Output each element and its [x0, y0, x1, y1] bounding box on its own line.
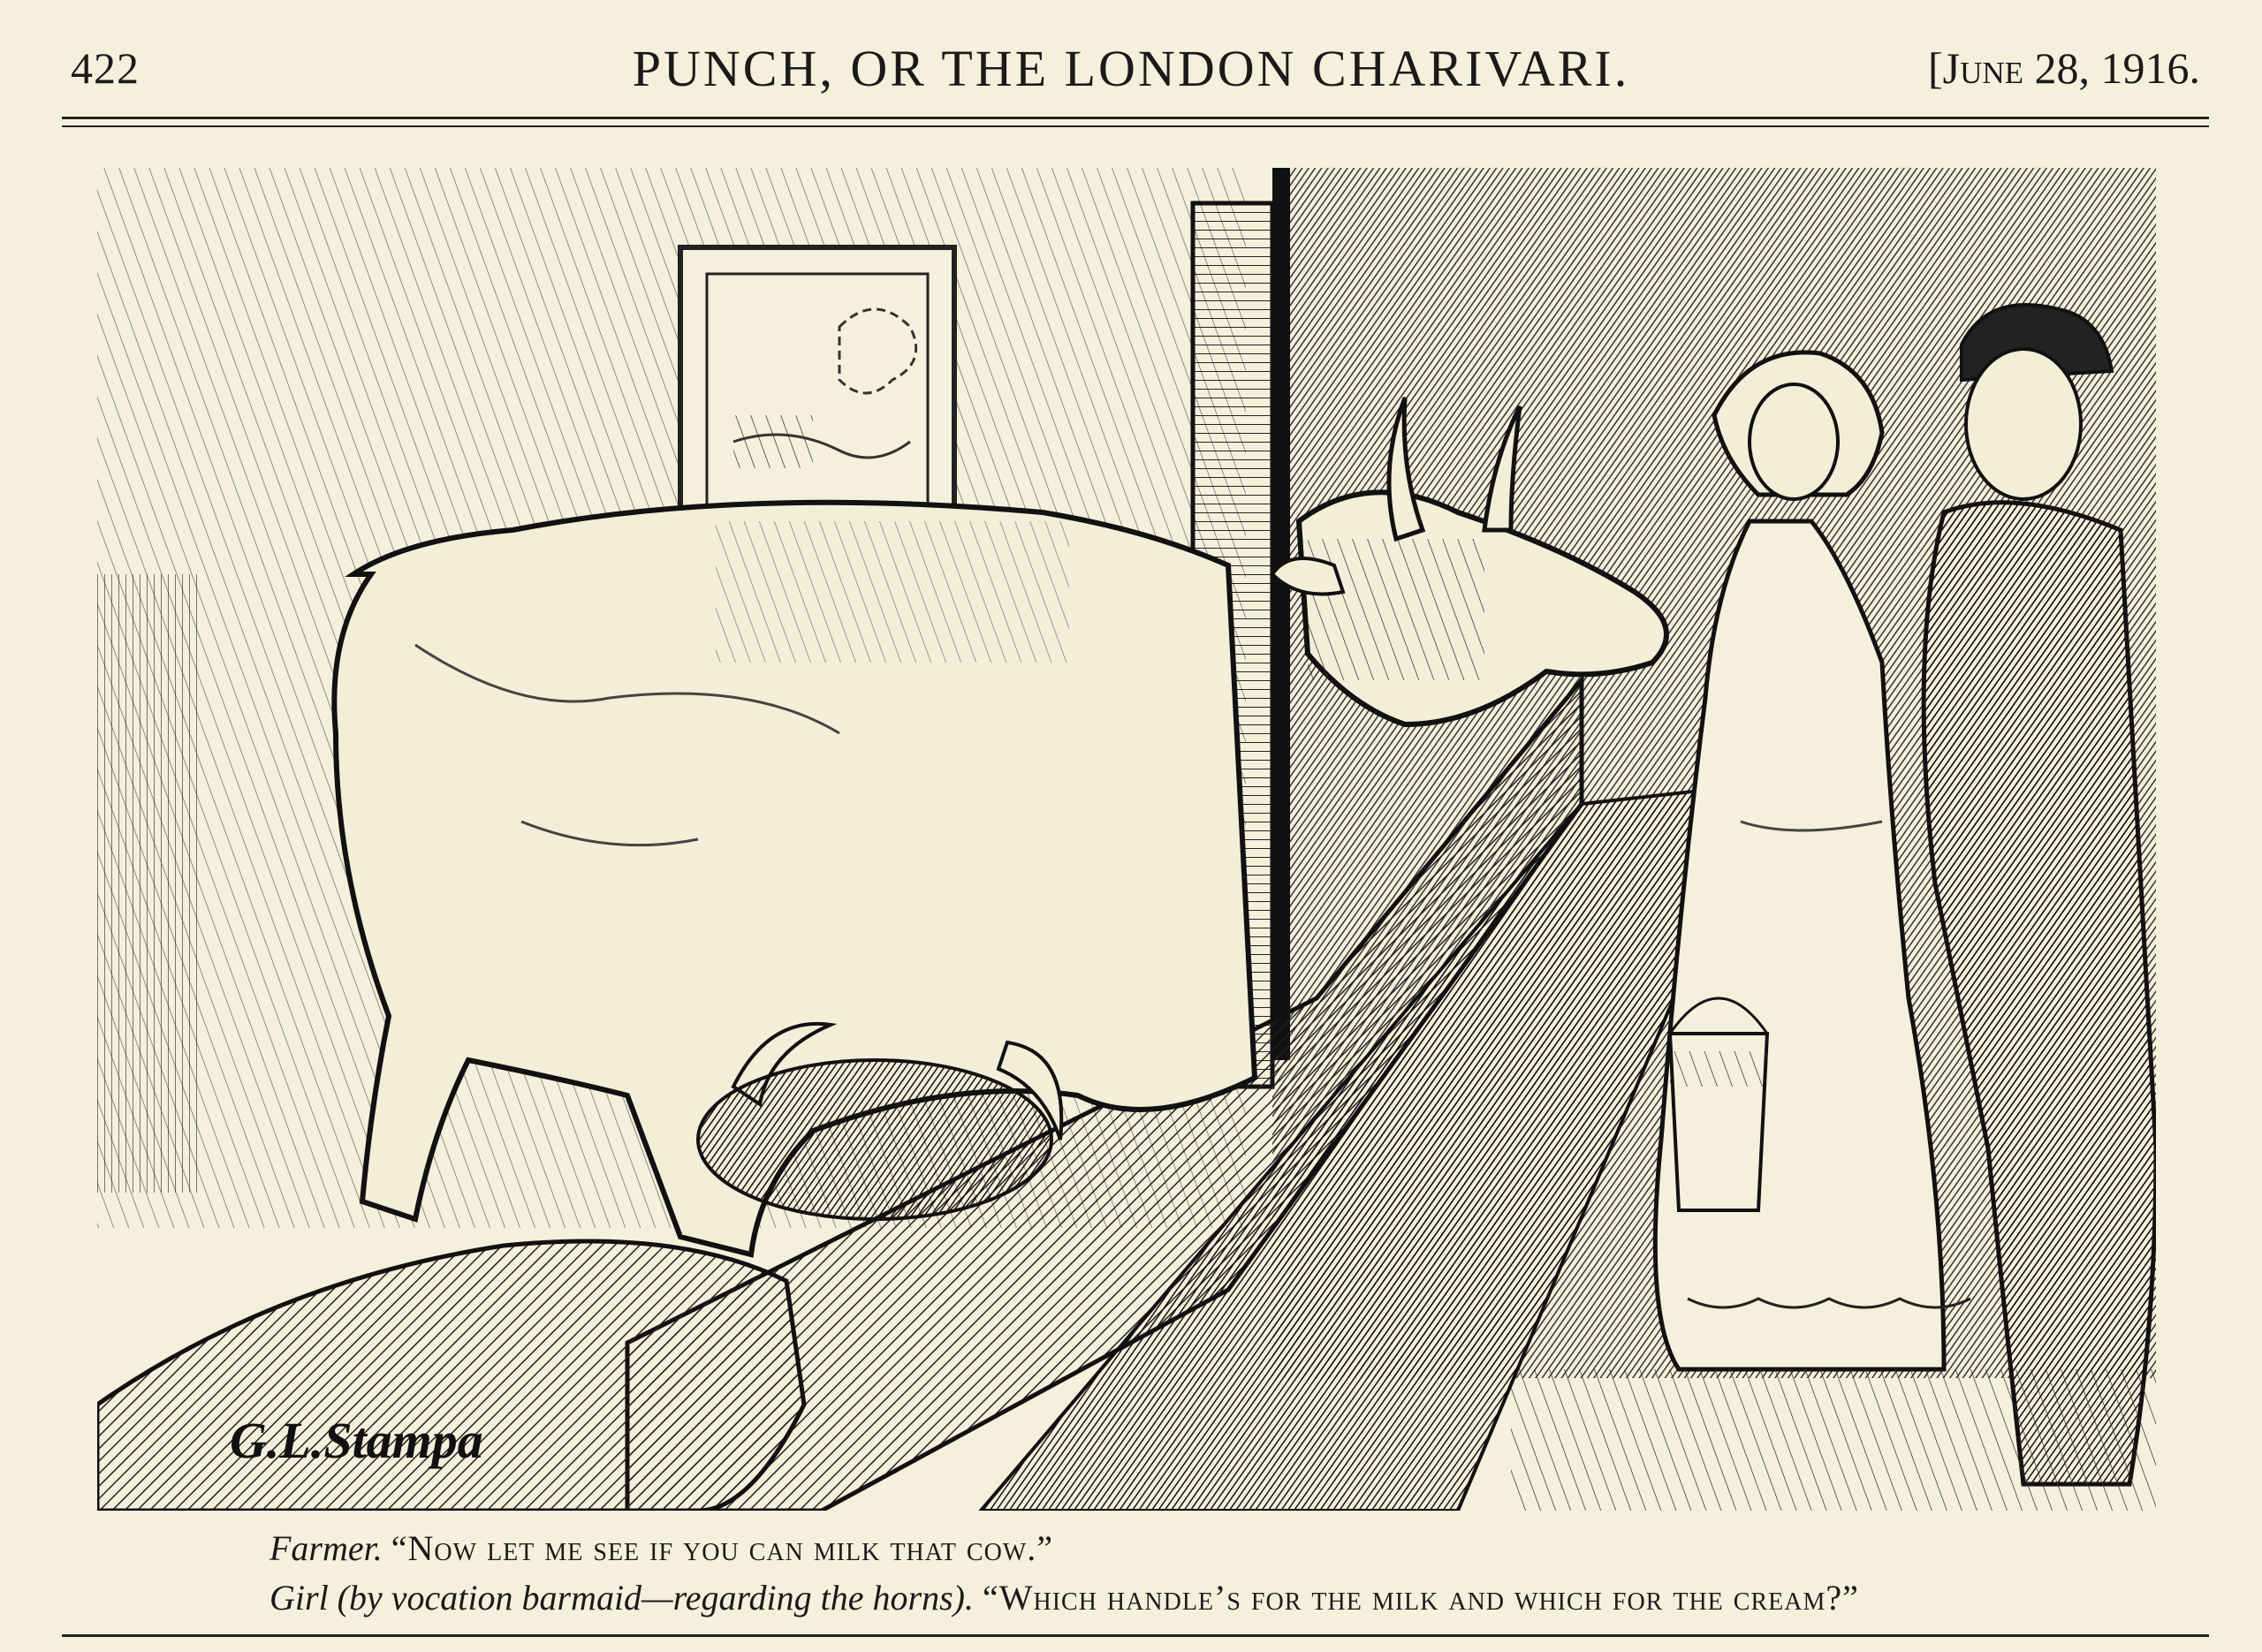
- caption-line-farmer: [269, 1524, 2213, 1573]
- cartoon-caption: [269, 1524, 2213, 1623]
- page-bottom-rule: [62, 1634, 2209, 1637]
- caption-quote-girl: “Which handle’s for the milk and which for the cream?”: [982, 1578, 1859, 1618]
- caption-speaker-farmer: Farmer.: [269, 1528, 383, 1568]
- page-number: 422: [71, 43, 140, 93]
- masthead-rule-top: [62, 117, 2209, 119]
- caption-line-girl: [269, 1573, 2213, 1623]
- date-bracket: [: [1927, 43, 1943, 93]
- masthead: [62, 35, 2200, 106]
- barn-floor: [1511, 1369, 2156, 1511]
- date-text: June 28, 1916.: [1942, 43, 2200, 93]
- caption-quote-farmer: “Now let me see if you can milk that cow.”: [391, 1528, 1054, 1568]
- artist-signature: G.L.Stampa: [230, 1412, 483, 1469]
- publication-title: PUNCH, OR THE LONDON CHARIVARI.: [632, 40, 1630, 97]
- issue-date: [1928, 42, 2200, 94]
- cartoon-illustration: [97, 150, 2156, 1511]
- masthead-rule-bottom: [62, 125, 2209, 127]
- caption-speaker-girl: Girl (by vocation barmaid—regarding the horns).: [269, 1578, 974, 1618]
